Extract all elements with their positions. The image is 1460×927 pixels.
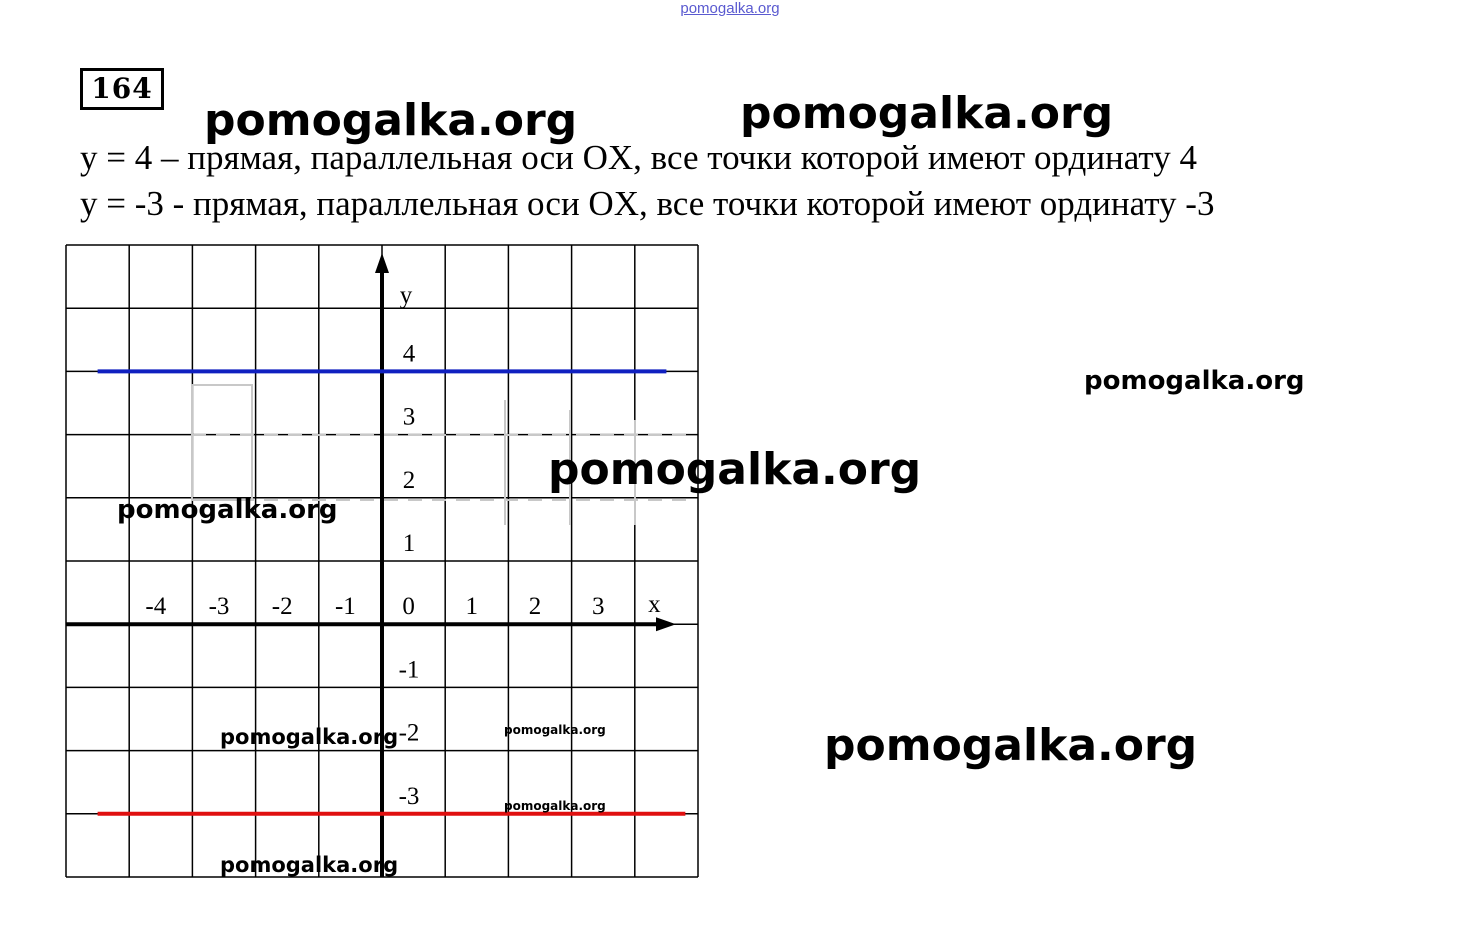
x-tick-label: 2	[528, 593, 542, 621]
watermark: pomogalka.org	[548, 444, 922, 495]
watermark: pomogalka.org	[204, 95, 578, 146]
watermark: pomogalka.org	[1084, 366, 1305, 396]
y-tick-label: 2	[402, 466, 416, 494]
x-tick-label: 1	[465, 593, 479, 621]
x-tick-label: -4	[145, 593, 167, 621]
axes	[66, 253, 676, 877]
watermark: pomogalka.org	[220, 725, 399, 749]
y-tick-label: -1	[398, 656, 420, 684]
watermark: pomogalka.org	[117, 495, 338, 525]
x-tick-label: -3	[208, 593, 230, 621]
watermark: pomogalka.org	[504, 799, 606, 813]
site-link[interactable]: pomogalka.org	[680, 0, 780, 17]
y-tick-label: -2	[398, 719, 420, 747]
y-axis-arrow	[375, 253, 389, 273]
watermark: pomogalka.org	[220, 853, 399, 877]
watermark: pomogalka.org	[740, 88, 1114, 139]
description-line-1: y = 4 – прямая, параллельная оси OX, все точки которой имеют ординату 4	[80, 138, 1197, 177]
y-tick-label: -3	[398, 782, 420, 810]
y-tick-label: 4	[402, 340, 416, 368]
x-axis-title: x	[648, 591, 661, 619]
description-line-2: y = -3 - прямая, параллельная оси OX, все точки которой имеют ординату -3	[80, 184, 1215, 223]
x-tick-label: 0	[402, 593, 415, 621]
watermark: pomogalka.org	[504, 723, 606, 737]
watermark: pomogalka.org	[824, 720, 1198, 771]
y-tick-label: 3	[402, 403, 416, 431]
x-tick-label: -2	[271, 593, 293, 621]
x-axis-arrow	[656, 617, 676, 631]
y-axis-title: y	[399, 282, 413, 310]
task-number: 164	[80, 68, 164, 110]
y-tick-label: 1	[402, 530, 416, 557]
x-tick-label: -1	[334, 593, 356, 621]
x-tick-label: 3	[591, 593, 605, 621]
